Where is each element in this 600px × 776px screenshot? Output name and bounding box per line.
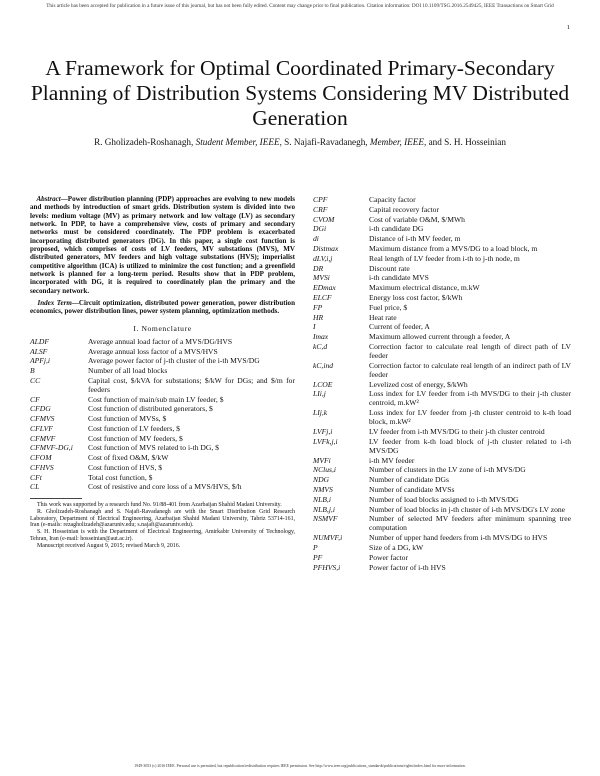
nomenclature-symbol: kC,ind [313,360,334,370]
nomenclature-definition: Cost function of main/sub main LV feeder, $ [88,394,224,404]
nomenclature-definition: Capital recovery factor [369,204,439,214]
nomenclature-symbol: CFDG [30,404,51,414]
author-3: and S. H. Hosseinian [428,137,506,147]
nomenclature-symbol: NMVS [313,484,333,494]
nomenclature-symbol: NUMVF,i [313,533,343,543]
nomenclature-symbol: I [313,322,316,332]
nomenclature-symbol: NDG [313,475,330,485]
nomenclature-definition: Capacity factor [369,195,416,204]
nomenclature-definition: Cost of resistive and core loss of a MVS/HVS, $/h [88,482,242,492]
nomenclature-definition: Cost of variable O&M, $/MWh [369,214,465,224]
nomenclature-definition: Cost function of MVS related to i-th DG, $ [88,443,219,453]
nomenclature-definition: Maximum allowed current through a feeder, A [369,332,511,342]
nomenclature-symbol: DGi [313,224,327,234]
nomenclature-symbol: NLB,i [313,494,331,504]
nomenclature-definition: Power factor of i-th HVS [369,562,446,572]
footnote: R. Gholizadeh-Roshanagh and S. Najafi-Ravadanegh are with the Smart Distribution Grid Research Laboratory, Department of Electrical Engineering, Azarbaijan Shahid Madani University, Tabriz 53714-161, Iran (e-mails: rezagholizadeh@azaruniv.edu; s.najafi@azaruniv.edu). [30,508,295,529]
nomenclature-symbol: CFLVF [30,423,53,433]
nomenclature-definition: LV feeder from k-th load block of j-th cluster related to i-th MVS/DG [369,436,571,455]
nomenclature-symbol: ALSF [30,346,48,356]
nomenclature-definition: Number of candidate MVSs [369,484,455,494]
footnotes [30,502,295,550]
nomenclature-definition: Size of a DG, kW [369,542,424,552]
section-heading: I. Nomenclature [133,323,192,333]
author-1-role: Student Member, IEEE, [195,137,282,147]
nomenclature-definition: Maximum electrical distance, m.kW [369,283,480,293]
nomenclature-definition: Number of clusters in the LV zone of i-th MVS/DG [369,465,526,475]
nomenclature-symbol: LIi,j [313,389,326,399]
nomenclature-definition: Levelized cost of energy, $/kWh [369,379,468,389]
nomenclature-definition: Number of candidate DGs [369,475,449,485]
nomenclature-definition: Maximum distance from a MVS/DG to a load block, m [369,243,538,253]
nomenclature-symbol: LIj,k [313,408,328,418]
nomenclature-definition: Cost function of HVS, $ [88,462,163,472]
nomenclature-symbol: MVSi [313,273,330,283]
nomenclature-definition: Average annual load factor of a MVS/DG/HVS [88,336,233,346]
nomenclature-symbol: LCOE [313,379,333,389]
nomenclature-symbol: PFHVS,i [313,562,341,572]
footnote: This work was supported by a research fund No. 91/88-401 from Azarbaijan Shahid Madani University. [37,502,282,509]
footnote: S. H. Hosseinian is with the Department of Electrical Engineering, Amirkabir University of Technology, Tehran, Iran (e-mail: hosseinian@aut.ac.ir). [30,529,295,543]
nomenclature-definition: Discount rate [369,263,410,273]
index-terms-text: —Circuit optimization, distributed power generation, power distribution economics, power distribution lines, power system planning, optimization methods. [30,299,296,316]
nomenclature-symbol: EDmax [313,283,336,293]
nomenclature-definition: Cost of fixed O&M, $/kW [88,453,169,463]
nomenclature-definition: Average power factor of j-th cluster of the i-th MVS/DG [88,356,260,366]
header-note: This article has been accepted for publication in a future issue of this journal, but has not been fully edited. Content may change prior to final publication. Citation information: DOI 10.1109/TSG.2016.2549425, IEEE Transactions on Smart Grid [46,3,554,9]
nomenclature-definition: Number of upper hand feeders from i-th MVS/DG to HVS [369,533,548,543]
bottom-note: 1949-3053 (c) 2016 IEEE. Personal use is permitted, but republication/redistribution requires IEEE permission. See http://www.ieee.org/publications_standards/publications/rights/index.html for more information. [134,764,466,768]
nomenclature-definition: Number of load blocks in j-th cluster of i-th MVS/DG's LV zone [369,504,566,514]
nomenclature-definition: Energy loss cost factor, $/kWh [369,292,463,302]
nomenclature-symbol: PF [313,552,323,562]
nomenclature-left [30,337,295,492]
abstract [30,195,295,295]
nomenclature-symbol: LVFk,j,i [313,436,338,446]
nomenclature-definition: Correction factor to calculate real length of an indirect path of LV feeder [369,360,571,379]
nomenclature-definition: Distance of i-th MV feeder, m [369,234,461,244]
nomenclature-definition: i-th candidate MVS [369,273,429,283]
right-column [313,195,571,572]
nomenclature-symbol: APFj,i [30,356,51,366]
nomenclature-symbol: FP [313,302,323,312]
nomenclature-definition: Number of load blocks assigned to i-th MVS/DG [369,494,519,504]
nomenclature-definition: Heat rate [369,312,397,322]
nomenclature-symbol: CFMVS [30,414,55,424]
nomenclature-symbol: CFMVF-DG,i [30,443,73,453]
nomenclature-definition: Total cost function, $ [88,472,153,482]
nomenclature-symbol: B [30,366,35,376]
nomenclature-symbol: LVFj,i [313,426,333,436]
paper-title: A Framework for Optimal Coordinated Primary-Secondary Planning of Distribution Systems Considering MV Distributed Generation [30,56,570,130]
nomenclature-symbol: ALDF [30,336,49,346]
nomenclature-symbol: CFHVS [30,462,54,472]
nomenclature-symbol: Distmax [313,243,339,253]
nomenclature-symbol: CC [30,375,41,385]
author-2-role: Member, IEEE, [369,137,427,147]
nomenclature-definition: Current of feeder, A [369,322,430,332]
nomenclature-symbol: NSMVF [313,514,338,524]
nomenclature-symbol: CFMVF [30,433,56,443]
nomenclature-definition: Cost function of MVSs, $ [88,414,167,424]
nomenclature-symbol: di [313,234,319,244]
footnote-rule [30,498,82,499]
nomenclature-definition: Loss index for LV feeder from j-th cluster centroid to k-th load block, m.kW² [369,408,571,427]
author-1: R. Gholizadeh-Roshanagh, [94,137,194,147]
nomenclature-symbol: CVOM [313,214,335,224]
nomenclature-definition: Cost function of MV feeders, $ [88,433,183,443]
nomenclature-symbol: Imax [313,332,329,342]
nomenclature-symbol: DR [313,263,324,273]
left-column [30,195,295,550]
nomenclature-definition: Real length of LV feeder from i-th to j-th node, m [369,253,520,263]
nomenclature-symbol: dLV,i,j [313,253,333,263]
nomenclature-symbol: CFOM [30,453,52,463]
nomenclature-definition: LV feeder from i-th MVS/DG to their j-th cluster centroid [369,426,545,436]
nomenclature-definition: Cost function of LV feeders, $ [88,423,180,433]
author-line [20,137,580,148]
nomenclature-definition: Fuel price, $ [369,302,408,312]
nomenclature-symbol: NClus,i [313,465,337,475]
nomenclature-symbol: CRF [313,204,328,214]
nomenclature-symbol: NLB,j,i [313,504,335,514]
abstract-text: —Power distribution planning (PDP) approaches are evolving to new models and methods by introduction of smart grids. Distribution system is divided into two levels: medium voltage (MV) as primary network and low voltage (LV) as secondary network. In PDP, to have a comprehensive view, costs of primary and secondary networks must be considered coordinately. The PDP problem is exacerbated incorporating distributed generators (DG). In this paper, a single cost function is proposed, which comprises of costs of LV feeders, MV substations (MVS), MV distributed generators, MV feeders and high voltage substations (HVS); imperialist competitive algorithm (ICA) is utilized to minimize the cost function; and a greenfield network is planned for a long-term period. Results show that in PDP problem, incorporated with DG, it is required to coordinately plan the primary and the secondary network. [30,195,295,295]
nomenclature-definition: Cost function of distributed generators, $ [88,404,213,414]
index-terms-label: Index Term [37,299,72,308]
nomenclature-symbol: CF [30,394,40,404]
nomenclature-definition: Capital cost, $/kVA for substations; $/kW for DGs; and $/m for feeders [88,375,295,394]
nomenclature-definition: Power factor [369,552,409,562]
nomenclature-definition: Loss index for LV feeder from i-th MVS/DG to their j-th cluster centroid, m.kW² [369,389,571,408]
page-number: 1 [566,24,570,31]
nomenclature-definition: Number of selected MV feeders after minimum spanning tree computation [369,514,571,533]
nomenclature-definition: Correction factor to calculate real length of direct path of LV feeder [369,341,571,360]
nomenclature-definition: Number of all load blocks [88,366,168,376]
nomenclature-symbol: CPF [313,195,328,204]
nomenclature-symbol: MVFi [313,455,331,465]
nomenclature-right [313,195,571,572]
nomenclature-definition: Average annual loss factor of a MVS/HVS [88,346,218,356]
nomenclature-symbol: CL [30,482,40,492]
abstract-label: Abstract [36,195,61,203]
author-2: S. Najafi-Ravadanegh, [284,137,368,147]
nomenclature-symbol: CFt [30,472,42,482]
footnote: Manuscript received August 9, 2015; revised March 9, 2016. [37,542,181,549]
index-terms [30,299,295,316]
nomenclature-symbol: P [313,542,318,552]
nomenclature-symbol: kC,d [313,341,328,351]
nomenclature-definition: i-th candidate DG [369,224,424,234]
nomenclature-definition: i-th MV feeder [369,455,415,465]
nomenclature-symbol: ELCF [313,292,332,302]
nomenclature-symbol: HR [313,312,324,322]
